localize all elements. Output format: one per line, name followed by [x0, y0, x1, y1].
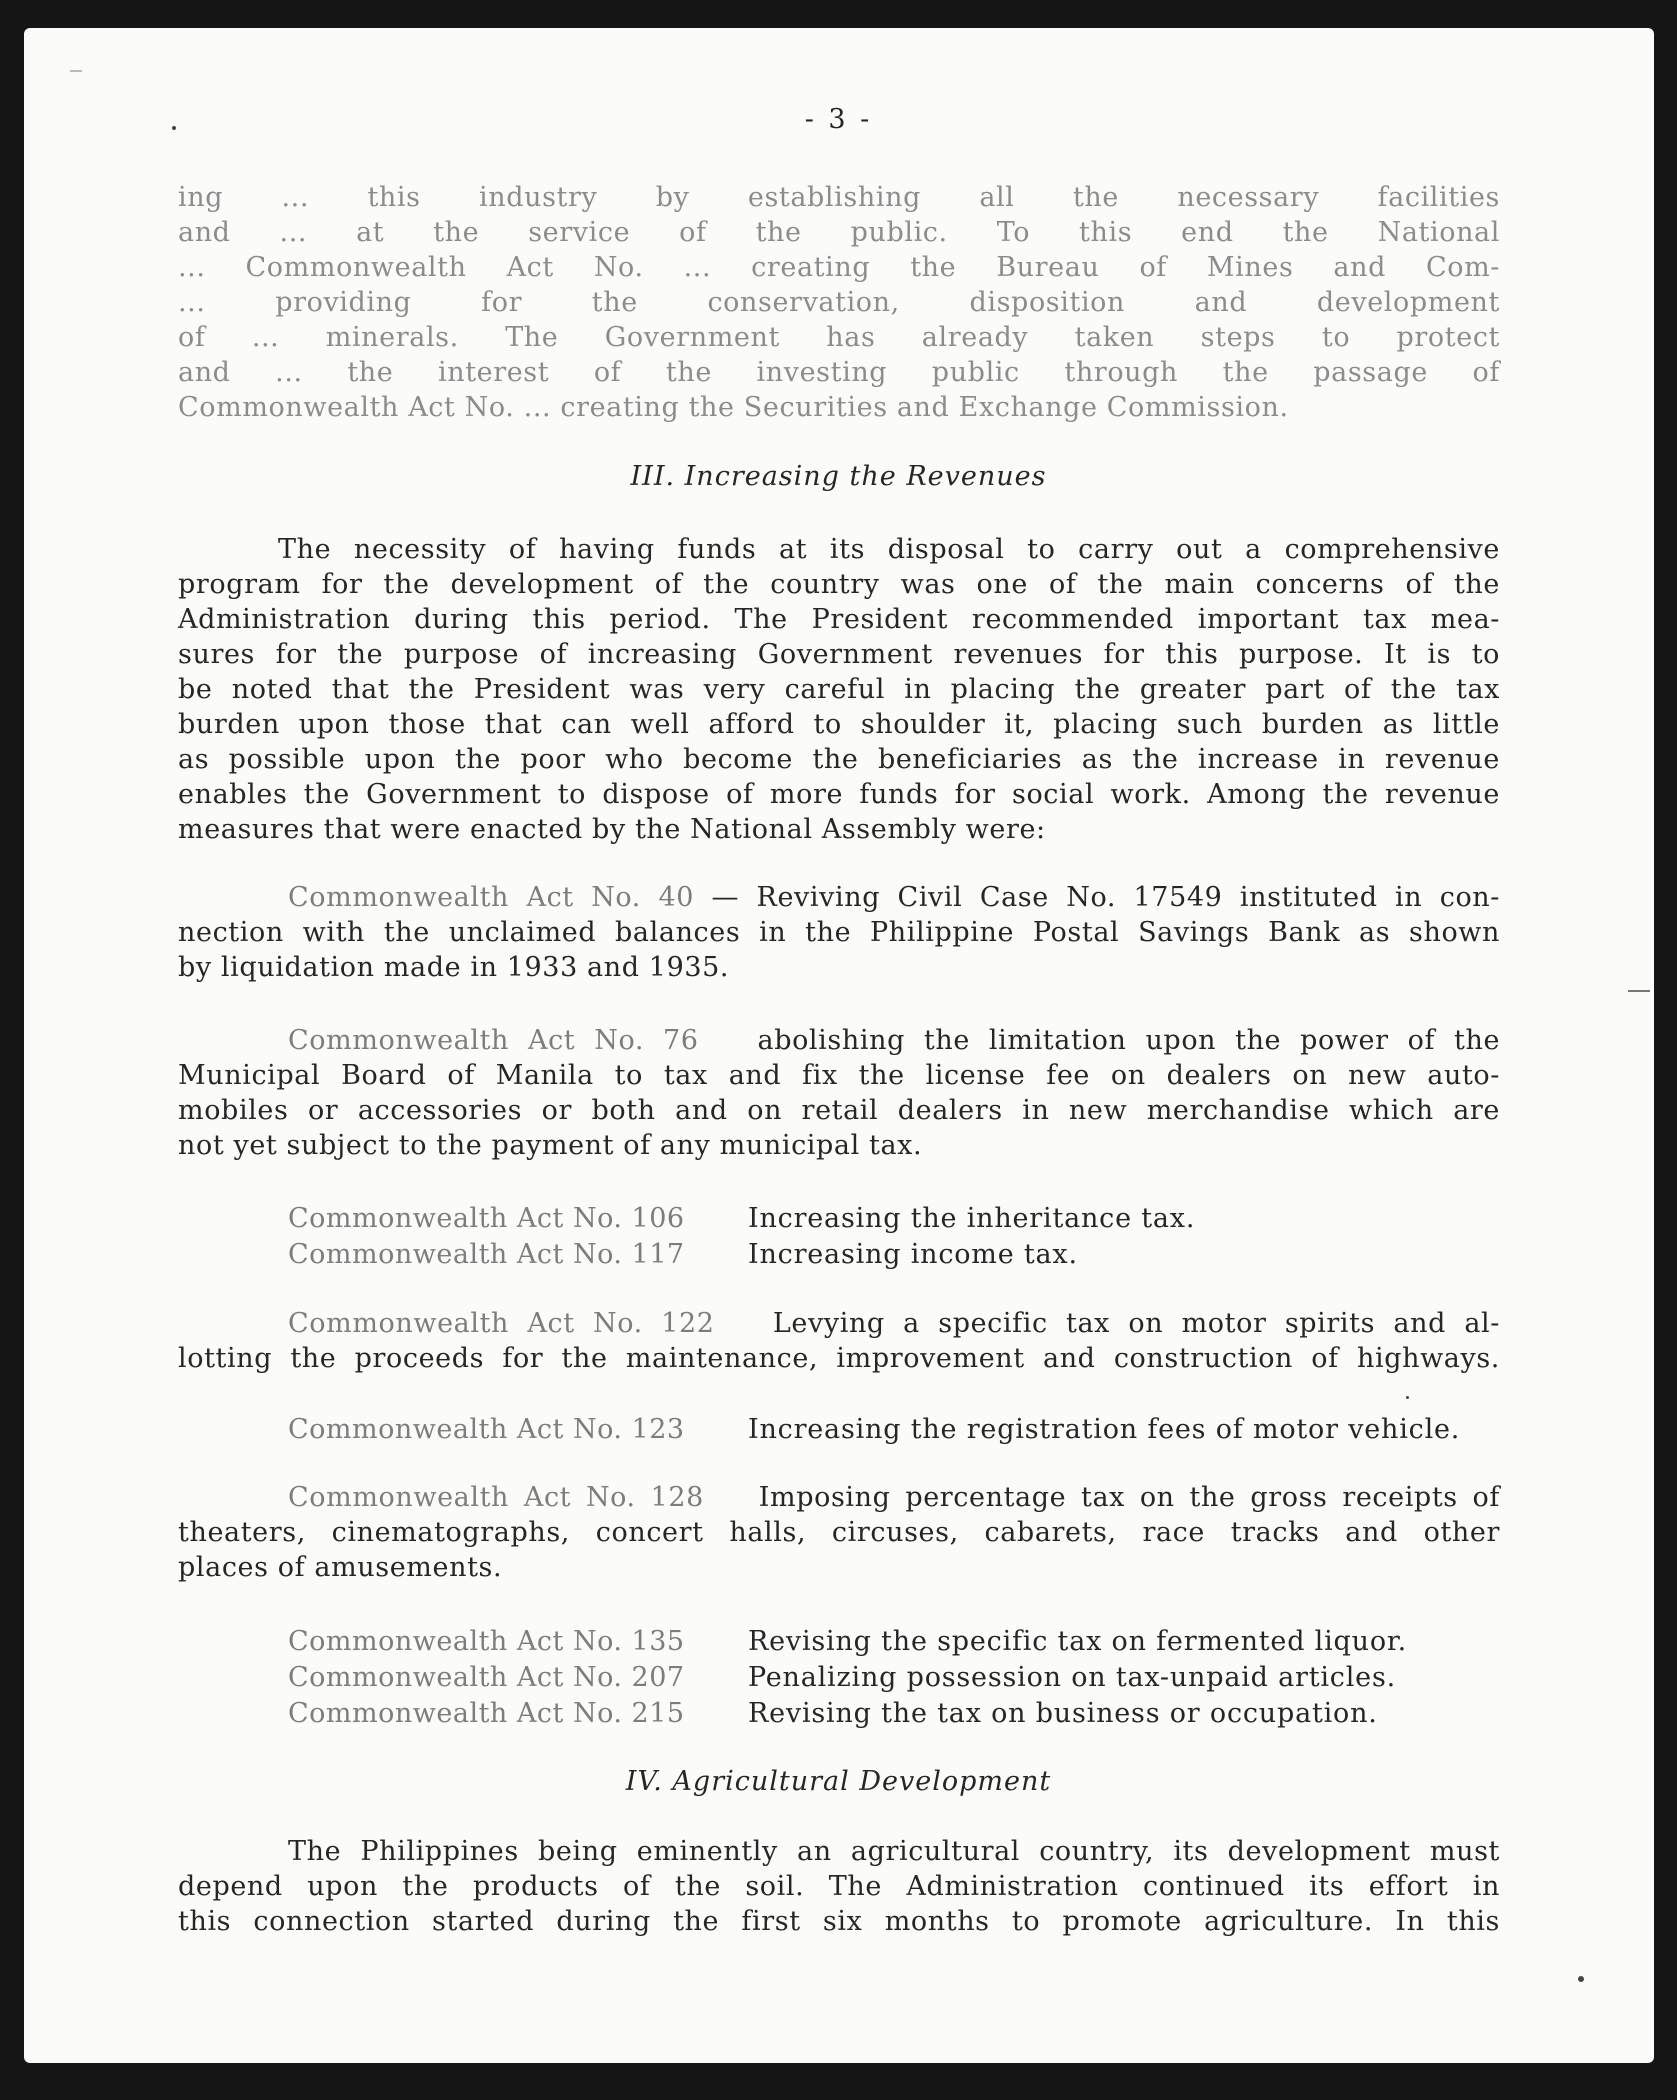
text-line: be noted that the President was very careful in placing the greater part of the tax — [178, 674, 1500, 705]
text-line: of ... minerals. The Government has already taken steps to protect — [178, 322, 1500, 353]
act-135-entry — [288, 1626, 1508, 1662]
act-117-entry — [288, 1239, 1508, 1275]
scan-speck — [1406, 1396, 1409, 1399]
act-description: nection with the unclaimed balances in the Philippine Postal Savings Bank as shown — [178, 917, 1500, 948]
act-122-entry — [178, 1306, 1500, 1376]
act-40-entry — [178, 880, 1500, 985]
act-description: Levying a specific tax on motor spirits and al- — [772, 1308, 1500, 1339]
act-description: Imposing percentage tax on the gross receipts of — [758, 1482, 1500, 1513]
text-line: The necessity of having funds at its disposal to carry out a comprehensive — [278, 534, 1500, 565]
text-line: measures that were enacted by the National Assembly were: — [178, 814, 1046, 845]
text-line: Administration during this period. The President recommended important tax mea- — [178, 604, 1500, 635]
act-code: Commonwealth Act No. 40 — [288, 882, 695, 913]
act-description: abolishing the limitation upon the power of the — [757, 1025, 1501, 1056]
act-description: Increasing income tax. — [748, 1239, 1078, 1270]
act-description: Revising the tax on business or occupation. — [748, 1698, 1378, 1729]
act-description: Municipal Board of Manila to tax and fix the license fee on dealers on new auto- — [178, 1060, 1500, 1091]
section-heading-revenues: III. Increasing the Revenues — [630, 461, 1047, 492]
text-line: and ... at the service of the public. To this end the National — [178, 217, 1500, 248]
text-line: Commonwealth Act No. ... creating the Securities and Exchange Commission. — [178, 392, 1289, 423]
act-code: Commonwealth Act No. 117 — [288, 1239, 685, 1270]
text-line: program for the development of the country was one of the main concerns of the — [178, 569, 1500, 600]
act-code: Commonwealth Act No. 123 — [288, 1414, 685, 1445]
scan-speck — [172, 126, 176, 130]
agriculture-paragraph — [178, 1834, 1500, 1939]
scan-mark — [1628, 990, 1650, 992]
intro-paragraph — [178, 180, 1500, 425]
act-code: Commonwealth Act No. 128 — [288, 1482, 704, 1513]
text-line: ... Commonwealth Act No. ... creating the Bureau of Mines and Com- — [178, 252, 1500, 283]
text-line: and ... the interest of the investing public through the passage of — [178, 357, 1500, 388]
text-line: sures for the purpose of increasing Government revenues for this purpose. It is to — [178, 639, 1500, 670]
act-76-entry — [178, 1023, 1500, 1163]
act-code: Commonwealth Act No. 106 — [288, 1203, 685, 1234]
act-description: Increasing the registration fees of motor vehicle. — [748, 1414, 1461, 1445]
text-line: as possible upon the poor who become the beneficiaries as the increase in revenue — [178, 744, 1500, 775]
section-heading-agriculture: IV. Agricultural Development — [625, 1766, 1052, 1797]
act-207-entry — [288, 1662, 1508, 1698]
act-code: Commonwealth Act No. 76 — [288, 1025, 699, 1056]
act-description: Revising the specific tax on fermented liquor. — [748, 1626, 1407, 1657]
act-description: lotting the proceeds for the maintenance, improvement and construction of highways. — [178, 1343, 1500, 1374]
page-number: - 3 - — [804, 104, 873, 135]
act-description: Penalizing possession on tax-unpaid articles. — [748, 1662, 1396, 1693]
text-line: depend upon the products of the soil. The Administration continued its effort in — [178, 1871, 1500, 1902]
act-code: Commonwealth Act No. 207 — [288, 1662, 685, 1693]
act-description: theaters, cinematographs, concert halls, circuses, cabarets, race tracks and other — [178, 1517, 1500, 1548]
act-215-entry — [288, 1698, 1508, 1734]
act-description: by liquidation made in 1933 and 1935. — [178, 952, 730, 983]
act-description: — Reviving Civil Case No. 17549 instituted in con- — [711, 882, 1501, 913]
act-description: not yet subject to the payment of any municipal tax. — [178, 1130, 923, 1161]
act-106-entry — [288, 1203, 1508, 1239]
act-description: mobiles or accessories or both and on retail dealers in new merchandise which are — [178, 1095, 1500, 1126]
act-128-entry — [178, 1480, 1500, 1585]
act-code: Commonwealth Act No. 122 — [288, 1308, 715, 1339]
text-line: burden upon those that can well afford to shoulder it, placing such burden as little — [178, 709, 1500, 740]
text-line: this connection started during the first six months to promote agriculture. In this — [178, 1906, 1500, 1937]
revenues-paragraph — [178, 532, 1500, 847]
text-line: The Philippines being eminently an agricultural country, its development must — [288, 1836, 1500, 1867]
act-code: Commonwealth Act No. 215 — [288, 1698, 685, 1729]
text-line: ing ... this industry by establishing all the necessary facilities — [178, 182, 1500, 213]
act-description: Increasing the inheritance tax. — [748, 1203, 1196, 1234]
text-line: enables the Government to dispose of more funds for social work. Among the revenue — [178, 779, 1500, 810]
act-code: Commonwealth Act No. 135 — [288, 1626, 685, 1657]
act-description: places of amusements. — [178, 1552, 503, 1583]
text-line: ... providing for the conservation, disposition and development — [178, 287, 1500, 318]
scan-mark — [70, 70, 82, 72]
scan-speck — [1578, 1976, 1584, 1982]
act-123-entry — [288, 1414, 1508, 1450]
